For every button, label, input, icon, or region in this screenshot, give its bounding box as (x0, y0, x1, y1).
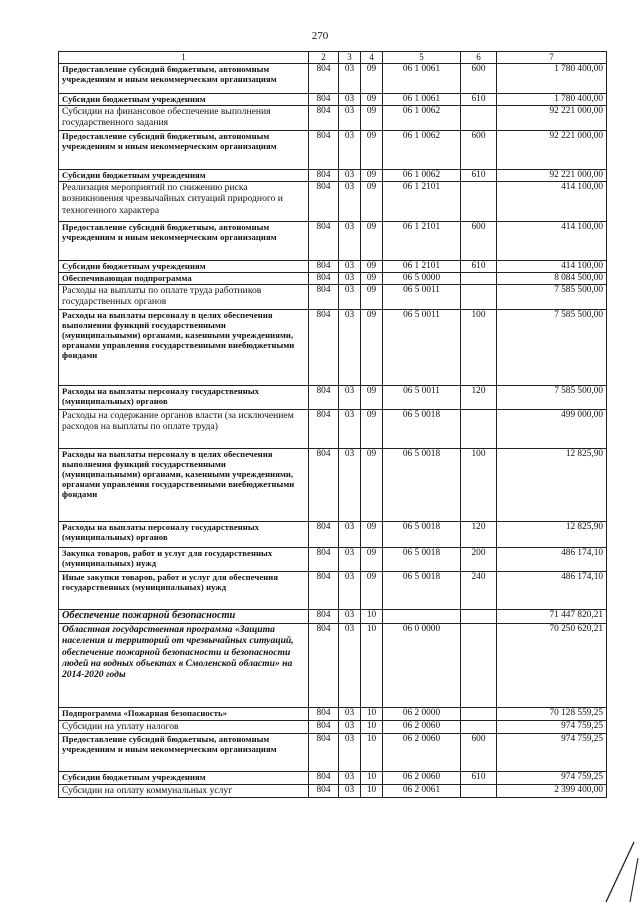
cell-code: 804 (309, 64, 339, 94)
cell-name: Предоставление субсидий бюджетным, автономным учреждениям и иным некоммерческим организациям (59, 221, 309, 260)
table-row (59, 94, 607, 106)
cell-amount: 8 084 500,00 (497, 272, 607, 284)
cell-code: 804 (309, 130, 339, 169)
cell-target (383, 609, 461, 623)
cell-target: 06 2 0000 (383, 707, 461, 720)
cell-subsection: 09 (361, 385, 383, 409)
cell-amount: 1 780 400,00 (497, 64, 607, 94)
header-col-7: 7 (497, 52, 607, 64)
cell-subsection: 10 (361, 623, 383, 707)
cell-code: 804 (309, 94, 339, 106)
cell-target: 06 5 0018 (383, 521, 461, 547)
cell-amount: 414 100,00 (497, 221, 607, 260)
cell-expense-type: 610 (461, 260, 497, 272)
cell-subsection: 10 (361, 720, 383, 733)
cell-section: 03 (339, 571, 361, 609)
cell-amount: 2 399 400,00 (497, 784, 607, 797)
cell-expense-type (461, 609, 497, 623)
cell-expense-type: 610 (461, 94, 497, 106)
table-row (59, 609, 607, 623)
table-row (59, 771, 607, 784)
cell-section: 03 (339, 385, 361, 409)
cell-amount: 70 250 620,21 (497, 623, 607, 707)
cell-expense-type: 120 (461, 521, 497, 547)
cell-name: Обеспечивающая подпрограмма (59, 272, 309, 284)
cell-amount: 486 174,10 (497, 547, 607, 571)
table-row (59, 105, 607, 130)
cell-target: 06 2 0061 (383, 784, 461, 797)
cell-code: 804 (309, 720, 339, 733)
table-body (59, 64, 607, 798)
cell-subsection: 09 (361, 260, 383, 272)
cell-expense-type: 200 (461, 547, 497, 571)
cell-expense-type (461, 784, 497, 797)
cell-expense-type: 600 (461, 64, 497, 94)
header-col-2: 2 (309, 52, 339, 64)
cell-expense-type: 120 (461, 385, 497, 409)
cell-section: 03 (339, 733, 361, 771)
cell-name: Предоставление субсидий бюджетным, автономным учреждениям и иным некоммерческим организациям (59, 64, 309, 94)
cell-amount: 12 825,90 (497, 448, 607, 521)
cell-target: 06 1 0062 (383, 169, 461, 181)
cell-name: Расходы на выплаты персоналу государственных (муниципальных) органов (59, 385, 309, 409)
cell-name: Предоставление субсидий бюджетным, автономным учреждениям и иным некоммерческим организациям (59, 733, 309, 771)
table-row (59, 272, 607, 284)
cell-expense-type: 240 (461, 571, 497, 609)
cell-expense-type (461, 105, 497, 130)
cell-section: 03 (339, 221, 361, 260)
cell-subsection: 10 (361, 771, 383, 784)
cell-subsection: 09 (361, 521, 383, 547)
cell-name: Закупка товаров, работ и услуг для государственных (муниципальных) нужд (59, 547, 309, 571)
cell-subsection: 09 (361, 571, 383, 609)
cell-name: Субсидии бюджетным учреждениям (59, 260, 309, 272)
cell-amount: 414 100,00 (497, 260, 607, 272)
cell-code: 804 (309, 547, 339, 571)
table-row (59, 181, 607, 221)
cell-name: Предоставление субсидий бюджетным, автономным учреждениям и иным некоммерческим организациям (59, 130, 309, 169)
cell-expense-type: 600 (461, 130, 497, 169)
cell-code: 804 (309, 309, 339, 385)
cell-code: 804 (309, 784, 339, 797)
table-row (59, 309, 607, 385)
cell-subsection: 10 (361, 609, 383, 623)
table-row (59, 284, 607, 309)
cell-subsection: 09 (361, 221, 383, 260)
cell-section: 03 (339, 521, 361, 547)
cell-section: 03 (339, 623, 361, 707)
cell-name: Расходы на выплаты персоналу в целях обеспечения выполнения функций государственными (муниципальными) органами, казенными учреждениями, органами управления государственными внебюджетными фондами (59, 309, 309, 385)
table-row (59, 169, 607, 181)
cell-target: 06 5 0018 (383, 409, 461, 448)
table-row (59, 707, 607, 720)
cell-expense-type (461, 409, 497, 448)
cell-section: 03 (339, 260, 361, 272)
cell-name: Субсидии на финансовое обеспечение выполнения государственного задания (59, 105, 309, 130)
cell-target: 06 1 0062 (383, 105, 461, 130)
cell-amount: 71 447 820,21 (497, 609, 607, 623)
cell-name: Субсидии на оплату коммунальных услуг (59, 784, 309, 797)
cell-section: 03 (339, 64, 361, 94)
cell-code: 804 (309, 771, 339, 784)
cell-amount: 7 585 500,00 (497, 284, 607, 309)
cell-expense-type: 100 (461, 448, 497, 521)
cell-code: 804 (309, 409, 339, 448)
cell-subsection: 09 (361, 284, 383, 309)
cell-amount: 12 825,90 (497, 521, 607, 547)
table-header-row (59, 52, 607, 64)
cell-amount: 414 100,00 (497, 181, 607, 221)
cell-amount: 1 780 400,00 (497, 94, 607, 106)
cell-name: Субсидии бюджетным учреждениям (59, 771, 309, 784)
cell-section: 03 (339, 771, 361, 784)
cell-name: Расходы на выплаты персоналу в целях обеспечения выполнения функций государственными (муниципальными) органами, казенными учреждениями, органами управления государственными внебюджетными фондами (59, 448, 309, 521)
header-col-6: 6 (461, 52, 497, 64)
cell-amount: 974 759,25 (497, 720, 607, 733)
cell-subsection: 09 (361, 64, 383, 94)
cell-target: 06 1 2101 (383, 260, 461, 272)
cell-subsection: 09 (361, 409, 383, 448)
cell-name: Субсидии бюджетным учреждениям (59, 94, 309, 106)
table-row (59, 547, 607, 571)
cell-subsection: 09 (361, 181, 383, 221)
signature-mark (600, 840, 640, 905)
header-col-5: 5 (383, 52, 461, 64)
cell-section: 03 (339, 448, 361, 521)
cell-section: 03 (339, 105, 361, 130)
cell-name: Расходы на выплаты по оплате труда работников государственных органов (59, 284, 309, 309)
cell-subsection: 09 (361, 448, 383, 521)
cell-subsection: 09 (361, 547, 383, 571)
cell-expense-type: 100 (461, 309, 497, 385)
cell-target: 06 5 0018 (383, 571, 461, 609)
cell-amount: 486 174,10 (497, 571, 607, 609)
cell-amount: 7 585 500,00 (497, 309, 607, 385)
cell-subsection: 09 (361, 130, 383, 169)
cell-expense-type: 610 (461, 169, 497, 181)
cell-amount: 7 585 500,00 (497, 385, 607, 409)
cell-amount: 92 221 000,00 (497, 169, 607, 181)
table-row (59, 784, 607, 797)
cell-target: 06 5 0000 (383, 272, 461, 284)
cell-name: Подпрограмма «Пожарная безопасность» (59, 707, 309, 720)
cell-code: 804 (309, 623, 339, 707)
table-row (59, 64, 607, 94)
cell-name: Реализация мероприятий по снижению риска возникновения чрезвычайных ситуаций природного и техногенного характера (59, 181, 309, 221)
cell-section: 03 (339, 181, 361, 221)
cell-amount: 92 221 000,00 (497, 105, 607, 130)
cell-target: 06 2 0060 (383, 733, 461, 771)
cell-name: Субсидии на уплату налогов (59, 720, 309, 733)
cell-subsection: 09 (361, 272, 383, 284)
table-row (59, 571, 607, 609)
table-row (59, 385, 607, 409)
cell-code: 804 (309, 571, 339, 609)
cell-expense-type (461, 284, 497, 309)
table-row (59, 260, 607, 272)
cell-section: 03 (339, 547, 361, 571)
cell-target: 06 5 0018 (383, 547, 461, 571)
cell-expense-type (461, 720, 497, 733)
table-row (59, 623, 607, 707)
cell-section: 03 (339, 409, 361, 448)
cell-code: 804 (309, 609, 339, 623)
cell-section: 03 (339, 272, 361, 284)
cell-amount: 499 000,00 (497, 409, 607, 448)
cell-subsection: 09 (361, 105, 383, 130)
cell-code: 804 (309, 284, 339, 309)
cell-amount: 92 221 000,00 (497, 130, 607, 169)
cell-target: 06 5 0011 (383, 284, 461, 309)
cell-section: 03 (339, 609, 361, 623)
cell-target: 06 2 0060 (383, 771, 461, 784)
cell-code: 804 (309, 105, 339, 130)
budget-table (58, 51, 607, 798)
cell-amount: 70 128 559,25 (497, 707, 607, 720)
cell-expense-type (461, 181, 497, 221)
table-row (59, 521, 607, 547)
table-row (59, 720, 607, 733)
cell-code: 804 (309, 272, 339, 284)
cell-subsection: 09 (361, 94, 383, 106)
cell-code: 804 (309, 521, 339, 547)
cell-section: 03 (339, 784, 361, 797)
cell-target: 06 1 0061 (383, 64, 461, 94)
cell-section: 03 (339, 94, 361, 106)
cell-name: Иные закупки товаров, работ и услуг для обеспечения государственных (муниципальных) нужд (59, 571, 309, 609)
table-row (59, 221, 607, 260)
page-number: 270 (311, 30, 329, 42)
cell-expense-type (461, 272, 497, 284)
cell-section: 03 (339, 720, 361, 733)
cell-target: 06 1 2101 (383, 181, 461, 221)
table-row (59, 733, 607, 771)
cell-target: 06 5 0011 (383, 385, 461, 409)
cell-target: 06 1 2101 (383, 221, 461, 260)
cell-name: Расходы на выплаты персоналу государственных (муниципальных) органов (59, 521, 309, 547)
cell-code: 804 (309, 169, 339, 181)
cell-subsection: 09 (361, 169, 383, 181)
table-row (59, 409, 607, 448)
cell-code: 804 (309, 448, 339, 521)
cell-code: 804 (309, 181, 339, 221)
cell-target: 06 5 0018 (383, 448, 461, 521)
cell-expense-type: 610 (461, 771, 497, 784)
cell-subsection: 10 (361, 784, 383, 797)
cell-section: 03 (339, 284, 361, 309)
cell-name: Областная государственная программа «Защита населения и территорий от чрезвычайных ситуаций, обеспечение пожарной безопасности и безопасности людей на водных объектах в Смоленской области» на 2014-2020 годы (59, 623, 309, 707)
cell-code: 804 (309, 260, 339, 272)
header-col-3: 3 (339, 52, 361, 64)
cell-section: 03 (339, 707, 361, 720)
cell-section: 03 (339, 130, 361, 169)
cell-name: Расходы на содержание органов власти (за исключением расходов на выплаты по оплате труда) (59, 409, 309, 448)
cell-subsection: 10 (361, 733, 383, 771)
table-row (59, 130, 607, 169)
cell-expense-type: 600 (461, 733, 497, 771)
cell-expense-type: 600 (461, 221, 497, 260)
cell-target: 06 2 0060 (383, 720, 461, 733)
cell-section: 03 (339, 169, 361, 181)
cell-amount: 974 759,25 (497, 733, 607, 771)
cell-subsection: 10 (361, 707, 383, 720)
cell-amount: 974 759,25 (497, 771, 607, 784)
cell-target: 06 0 0000 (383, 623, 461, 707)
cell-name: Субсидии бюджетным учреждениям (59, 169, 309, 181)
cell-code: 804 (309, 221, 339, 260)
cell-target: 06 1 0061 (383, 94, 461, 106)
cell-expense-type (461, 623, 497, 707)
header-col-4: 4 (361, 52, 383, 64)
cell-section: 03 (339, 309, 361, 385)
cell-subsection: 09 (361, 309, 383, 385)
header-col-1: 1 (59, 52, 309, 64)
cell-code: 804 (309, 733, 339, 771)
cell-expense-type (461, 707, 497, 720)
table-row (59, 448, 607, 521)
cell-code: 804 (309, 707, 339, 720)
cell-code: 804 (309, 385, 339, 409)
cell-target: 06 1 0062 (383, 130, 461, 169)
cell-target: 06 5 0011 (383, 309, 461, 385)
cell-name: Обеспечение пожарной безопасности (59, 609, 309, 623)
